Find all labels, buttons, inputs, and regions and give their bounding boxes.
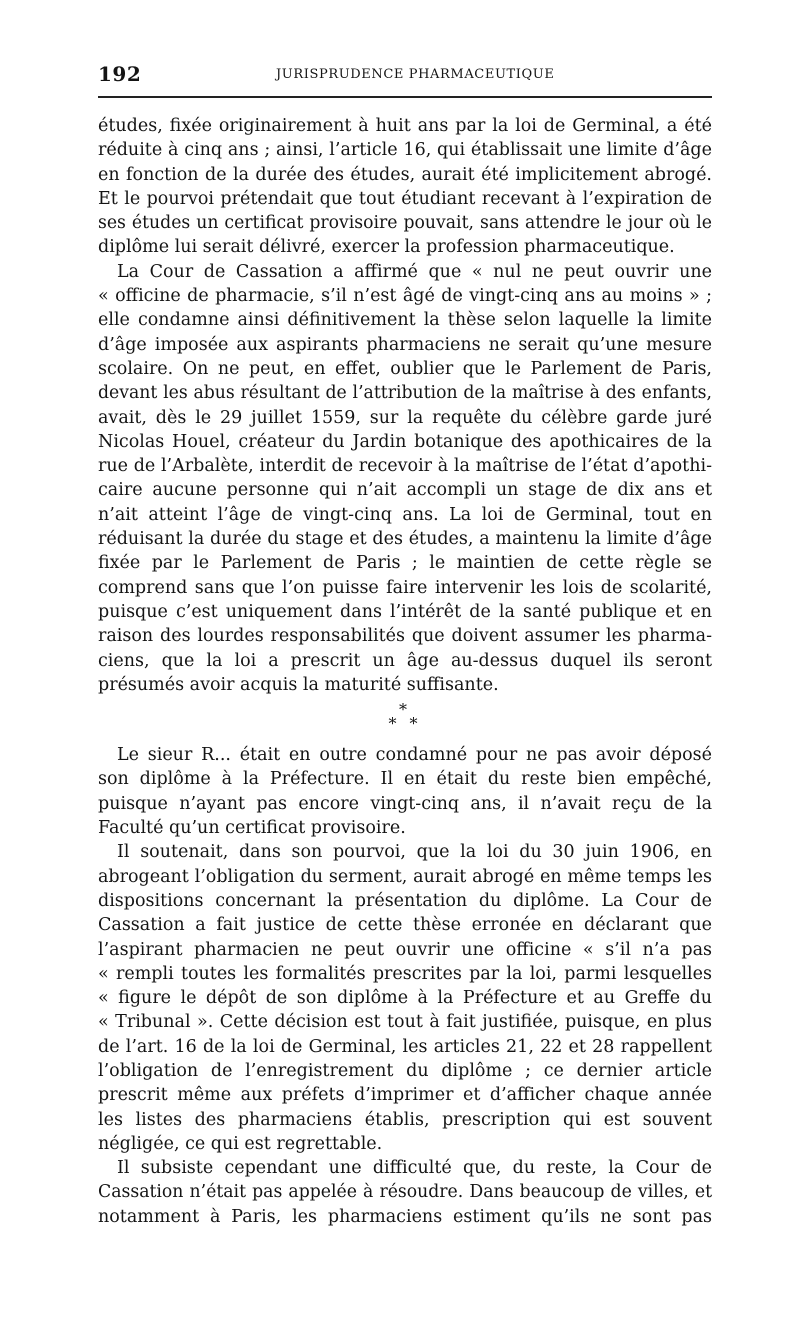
text-line: de l’art. 16 de la loi de Germinal, les articles 21, 22 et 28 rappellent (98, 1036, 712, 1057)
text-line: en fonction de la durée des études, aurait été implicitement abrogé. (98, 164, 712, 185)
text-line: raison des lourdes responsabilités que doivent assumer les pharma- (98, 626, 712, 647)
text-line: elle condamne ainsi définitivement la thèse selon laquelle la limite (98, 310, 712, 331)
text-line: études, fixée originairement à huit ans par la loi de Germinal, a été (98, 116, 712, 136)
text-line: « Tribunal ». Cette décision est tout à fait justifiée, puisque, en plus (98, 1012, 712, 1033)
text-line: devant les abus résultant de l’attribution de la maîtrise à des enfants, (98, 383, 712, 404)
text-line: caire aucune personne qui n’ait accompli un stage de dix ans et (98, 480, 712, 501)
text-line: « figure le dépôt de son diplôme à la Préfecture et au Greffe du (98, 988, 712, 1009)
text-line: Le sieur R... était en outre condamné pour ne pas avoir déposé (117, 745, 712, 766)
text-line: « officine de pharmacie, s’il n’est âgé de vingt-cinq ans au moins » ; (98, 286, 712, 307)
body-text (98, 114, 712, 1229)
text-line: scolaire. On ne peut, en effet, oublier que le Parlement de Paris, (98, 358, 712, 379)
text-line: rue de l’Arbalète, interdit de recevoir à la maîtrise de l’état d’apothi- (98, 456, 712, 477)
running-title: JURISPRUDENCE PHARMACEUTIQUE (276, 67, 555, 82)
text-line: diplôme lui serait délivré, exercer la profession pharmaceutique. (98, 237, 675, 258)
text-line: avait, dès le 29 juillet 1559, sur la requête du célèbre garde juré (98, 407, 712, 428)
text-line: notamment à Paris, les pharmaciens estiment qu’ils ne sont pas (98, 1206, 712, 1227)
text-line: présumés avoir acquis la maturité suffisante. (98, 674, 499, 695)
text-line: Et le pourvoi prétendait que tout étudiant recevant à l’expiration de (98, 188, 712, 209)
paragraph-5 (98, 1156, 712, 1229)
text-line: puisque c’est uniquement dans l’intérêt de la santé publique et en (98, 601, 712, 622)
text-line: fixée par le Parlement de Paris ; le maintien de cette règle se (98, 553, 712, 574)
text-line: Cassation a fait justice de cette thèse erronée en déclarant que (98, 915, 712, 936)
text-line: La Cour de Cassation a affirmé que « nul ne peut ouvrir une (117, 261, 712, 282)
paragraph-1 (98, 114, 712, 260)
text-line: Faculté qu’un certificat provisoire. (98, 818, 406, 839)
text-line: Il subsiste cependant une difficulté que, du reste, la Cour de (117, 1158, 712, 1179)
text-line: l’obligation de l’enregistrement du diplôme ; ce dernier article (98, 1060, 712, 1081)
text-line: d’âge imposée aux aspirants pharmaciens ne serait qu’une mesure (98, 334, 712, 355)
text-line: dispositions concernant la présentation du diplôme. La Cour de (98, 890, 712, 911)
text-line: Cassation n’était pas appelée à résoudre. Dans beaucoup de villes, et (98, 1182, 712, 1203)
section-separator (98, 697, 712, 743)
text-line: ciens, que la loi a prescrit un âge au-dessus duquel ils seront (98, 650, 712, 671)
text-line: Nicolas Houel, créateur du Jardin botanique des apothicaires de la (98, 431, 712, 452)
text-line: réduisant la durée du stage et des études, a maintenu la limite d’âge (98, 529, 712, 550)
text-line: les listes des pharmaciens établis, prescription qui est souvent (98, 1109, 712, 1130)
paragraph-4 (98, 840, 712, 1156)
text-line: comprend sans que l’on puisse faire intervenir les lois de scolarité, (98, 577, 712, 598)
text-line: négligée, ce qui est regrettable. (98, 1133, 383, 1154)
header-rule (98, 96, 712, 98)
page-header (98, 62, 712, 92)
text-line: réduite à cinq ans ; ainsi, l’article 16, qui établissait une limite d’âge (98, 140, 712, 161)
asterism-bottom: * * (388, 714, 422, 734)
text-line: n’ait atteint l’âge de vingt-cinq ans. La loi de Germinal, tout en (98, 504, 712, 525)
paragraph-3 (98, 743, 712, 840)
text-line: prescrit même aux préfets d’imprimer et d’afficher chaque année (98, 1085, 712, 1106)
text-line: l’aspirant pharmacien ne peut ouvrir une officine « s’il n’a pas (98, 939, 712, 960)
text-line: « rempli toutes les formalités prescrites par la loi, parmi lesquelles (98, 963, 712, 984)
paragraph-2 (98, 260, 712, 697)
text-line: ses études un certificat provisoire pouvait, sans attendre le jour où le (98, 213, 712, 234)
text-line: son diplôme à la Préfecture. Il en était du reste bien empêché, (98, 769, 712, 790)
text-line: abrogeant l’obligation du serment, aurait abrogé en même temps les (98, 866, 712, 887)
text-line: Il soutenait, dans son pourvoi, que la loi du 30 juin 1906, en (117, 842, 712, 863)
page-number: 192 (98, 62, 142, 86)
asterism-top: * (399, 700, 411, 720)
text-line: puisque n’ayant pas encore vingt-cinq ans, il n’avait reçu de la (98, 793, 712, 814)
